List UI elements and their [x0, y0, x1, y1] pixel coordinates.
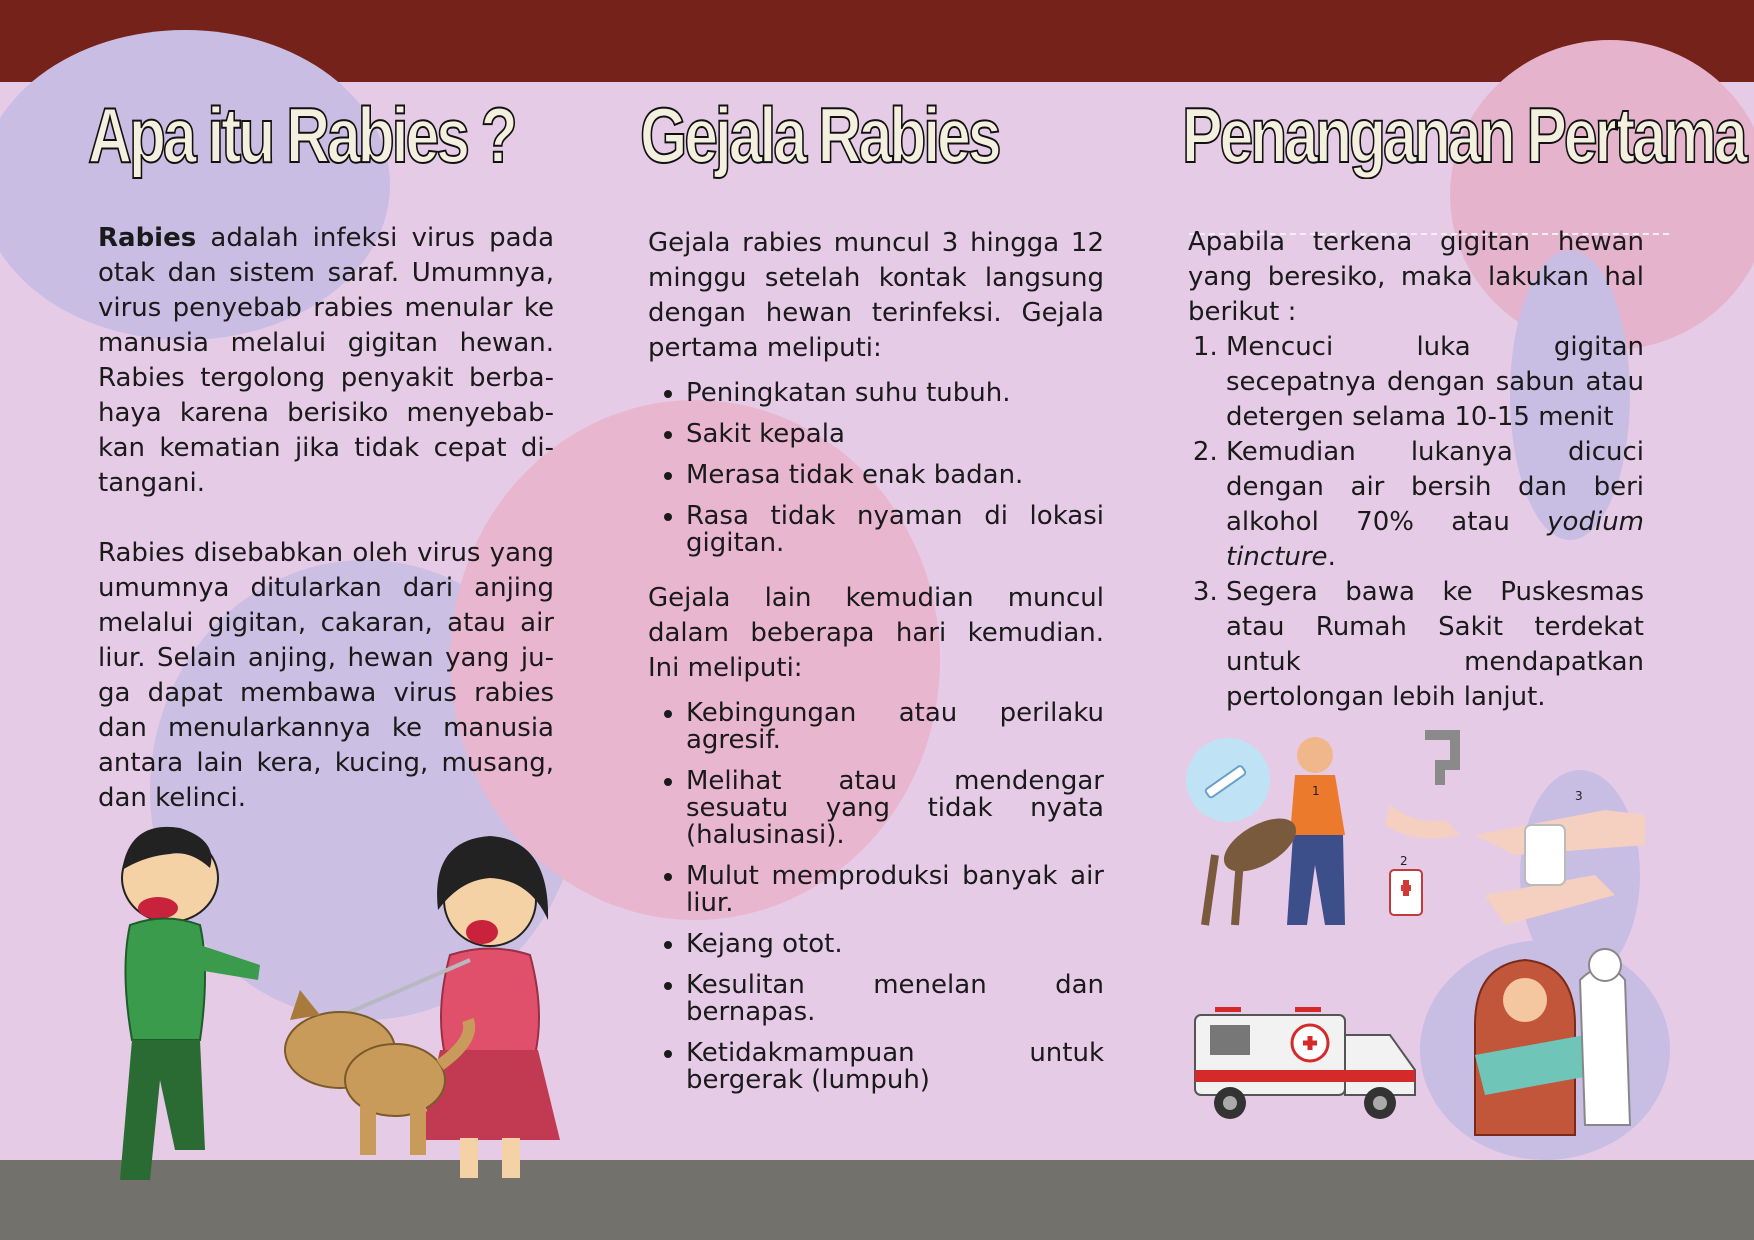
- col3-steps: [1188, 330, 1644, 715]
- step-2-italic: yodium tincture: [1226, 507, 1644, 572]
- list-item: • Sakit kepala: [686, 421, 1104, 448]
- faucet-icon: [1385, 735, 1460, 838]
- step-2-end: .: [1327, 542, 1336, 572]
- illus-label-1: 1: [1312, 784, 1320, 798]
- list-item: • Merasa tidak enak badan.: [686, 462, 1104, 489]
- col3-body: [1188, 225, 1644, 715]
- col2-title: Gejala Rabies: [640, 91, 999, 179]
- syringe-icon: [1186, 738, 1270, 822]
- girl-figure: [420, 836, 560, 1178]
- col2-intro: Gejala rabies muncul 3 hingga 12 minggu setelah kontak langsung dengan hewan terinfeksi. Gejala pertama meliputi:: [648, 228, 1104, 363]
- step-3-text: Segera bawa ke Puskesmas atau Rumah Sakit terdekat untuk mendapatkan pertolongan lebih lanjut.: [1226, 577, 1644, 712]
- col2-list-2: [648, 700, 1104, 1094]
- ambulance-icon: [1195, 1007, 1415, 1119]
- col3-intro: Apabila terkena gigitan hewan yang beresiko, maka lakukan hal berikut :: [1188, 227, 1644, 327]
- hospital-bed-scene: [1475, 949, 1630, 1135]
- bandage-scene: [1475, 789, 1645, 925]
- col1-paragraph-2: Rabies disebabkan oleh virus yang umumnya ditularkan dari anjing melalui gigitan, cakaran, atau air liur. Selain anjing, hewan yang ju-ga dapat membawa virus rabies dan menularkannya ke manusia antara lain kera, kucing, musang, dan kelinci.: [98, 538, 554, 813]
- boy-figure: [120, 827, 260, 1180]
- list-item: • Kesulitan menelan dan bernapas.: [686, 972, 1104, 1026]
- col2-body: [648, 226, 1104, 1108]
- step-1-text: Mencuci luka gigitan secepatnya dengan sabun atau detergen selama 10-15 menit: [1226, 332, 1644, 432]
- col1-p1-text: adalah infeksi virus pada otak dan sistem saraf. Umumnya, virus penyebab rabies menular ke manusia melalui gigitan hewan. Rabies tergolong penyakit berba-haya karena berisiko menyebab-kan kematian jika tidak cepat di-tangani.: [98, 223, 554, 498]
- first-aid-illustration: [1185, 725, 1655, 1145]
- list-item: • Rasa tidak nyaman di lokasi gigitan.: [686, 503, 1104, 557]
- illus-label-2: 2: [1400, 854, 1408, 868]
- col1-paragraph-1: [98, 221, 554, 501]
- kids-dog-illustration: [90, 820, 570, 1190]
- col2-list-1: [648, 380, 1104, 557]
- col1-bold-term: Rabies: [98, 223, 197, 253]
- step-item: [1226, 575, 1644, 715]
- illus-label-3: 3: [1575, 789, 1583, 803]
- list-item: • Kebingungan atau perilaku agresif.: [686, 700, 1104, 754]
- step-item: [1226, 330, 1644, 435]
- list-item: • Melihat atau mendengar sesuatu yang tidak nyata (halusinasi).: [686, 768, 1104, 849]
- col1-title: Apa itu Rabies ?: [88, 91, 515, 179]
- list-item: • Peningkatan suhu tubuh.: [686, 380, 1104, 407]
- col1-body: [98, 221, 554, 816]
- col3-title: Penanganan Pertama: [1182, 91, 1745, 179]
- step-item: [1226, 435, 1644, 575]
- list-item: • Kejang otot.: [686, 931, 1104, 958]
- list-item: • Ketidakmampuan untuk bergerak (lumpuh): [686, 1040, 1104, 1094]
- col2-intro-2: Gejala lain kemudian muncul dalam beberapa hari kemudian. Ini meliputi:: [648, 583, 1104, 683]
- list-item: • Mulut memproduksi banyak air liur.: [686, 863, 1104, 917]
- step-2-text: Kemudian lukanya dicuci dengan air bersih dan beri alkohol 70% atau: [1226, 437, 1644, 537]
